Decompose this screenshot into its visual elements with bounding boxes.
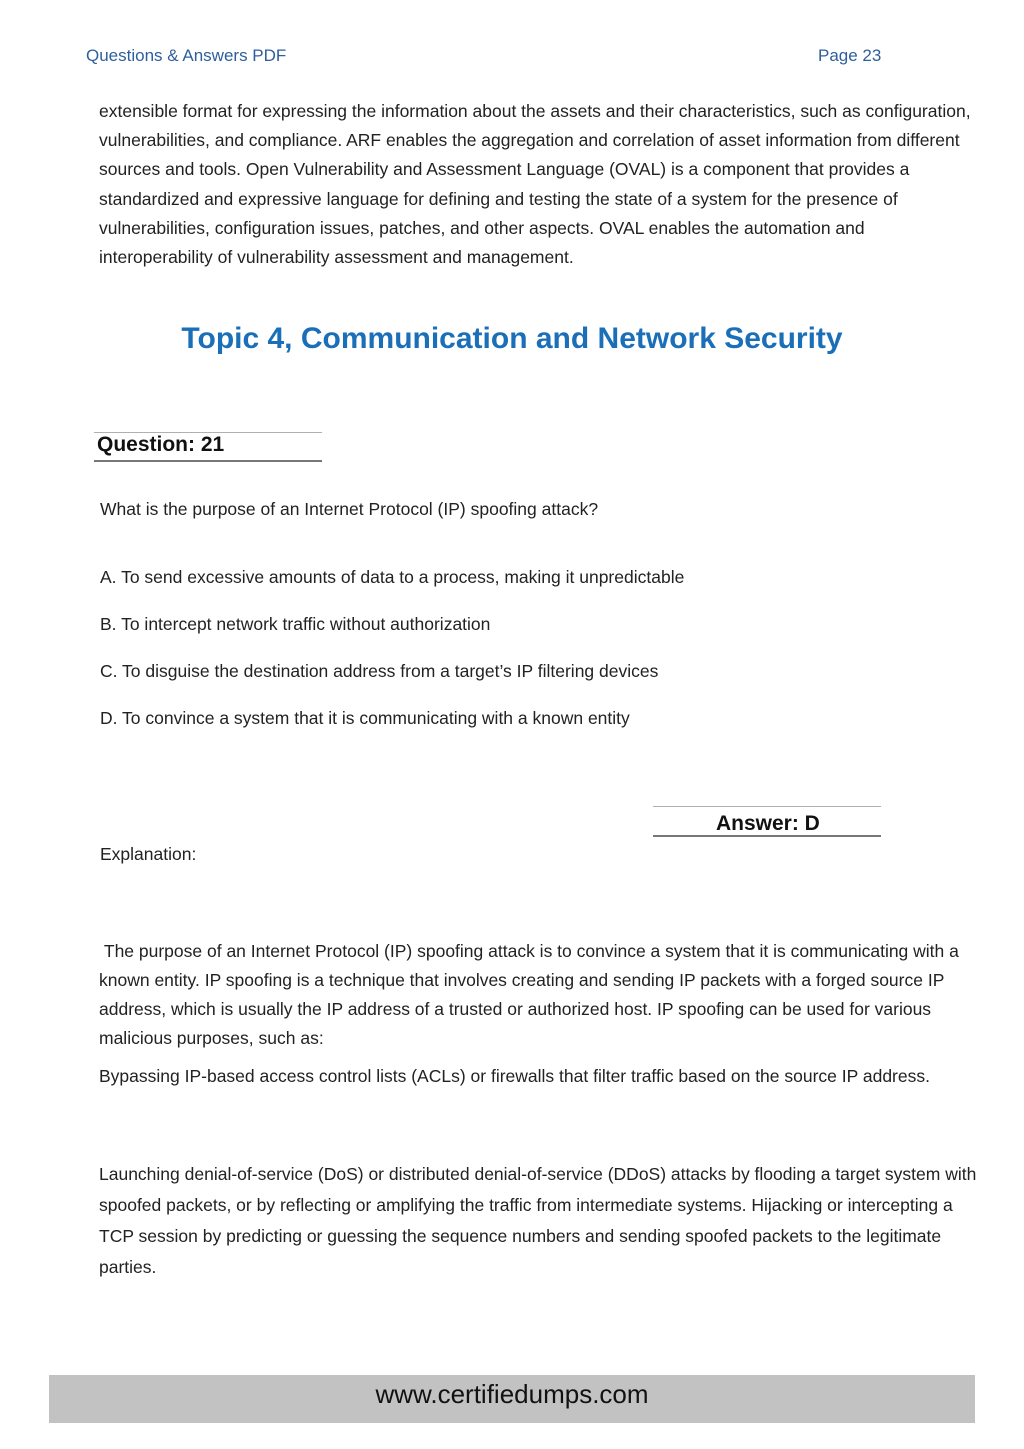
page-number: Page 23 [818,46,882,65]
header-title: Questions & Answers PDF [86,46,287,65]
footer-bar [49,1375,975,1423]
question-text: What is the purpose of an Internet Protocol (IP) spoofing attack? [100,499,599,519]
question-label: Question: 21 [97,433,225,456]
footer-url[interactable]: www.certifiedumps.com [375,1379,649,1409]
explanation-paragraph: The purpose of an Internet Protocol (IP) spoofing attack is to convince a system that it is communicating with a known entity. IP spoofing is a technique that involves creating and sending IP packets with a forged source IP address, which is usually the IP address of a trusted or authorized host. IP spoofing can be used for various malicious purposes, such as: [99,941,964,1048]
option-b: B. To intercept network traffic without authorization [100,614,491,634]
topic-heading: Topic 4, Communication and Network Security [181,322,843,355]
option-d: D. To convince a system that it is communicating with a known entity [100,708,630,728]
explanation-label: Explanation: [100,844,197,864]
option-a: A. To send excessive amounts of data to a process, making it unpredictable [100,567,685,587]
answer-label: Answer: D [716,812,820,835]
explanation-paragraph: Launching denial-of-service (DoS) or distributed denial-of-service (DDoS) attacks by flooding a target system with spoofed packets, or by reflecting or amplifying the traffic from intermediate systems. Hijacking or intercepting a TCP session by predicting or guessing the sequence numbers and sending spoofed packets to the legitimate parties. [99,1164,977,1277]
explanation-paragraph: Bypassing IP-based access control lists (ACLs) or firewalls that filter traffic based on the source IP address. [99,1066,930,1086]
option-c: C. To disguise the destination address from a target’s IP filtering devices [100,661,659,681]
intro-paragraph: extensible format for expressing the information about the assets and their characteristics, such as configuration, vulnerabilities, and compliance. ARF enables the aggregation and correlation of asset information from different sources and tools. Open Vulnerability and Assessment Language (OVAL) is a component that provides a standardized and expressive language for defining and testing the state of a system for the presence of vulnerabilities, configuration issues, patches, and other aspects. OVAL enables the automation and interoperability of vulnerability assessment and management. [99,101,971,268]
answer-bottom-rule [653,835,881,837]
question-bottom-rule [94,460,322,462]
answer-top-rule [653,806,881,807]
